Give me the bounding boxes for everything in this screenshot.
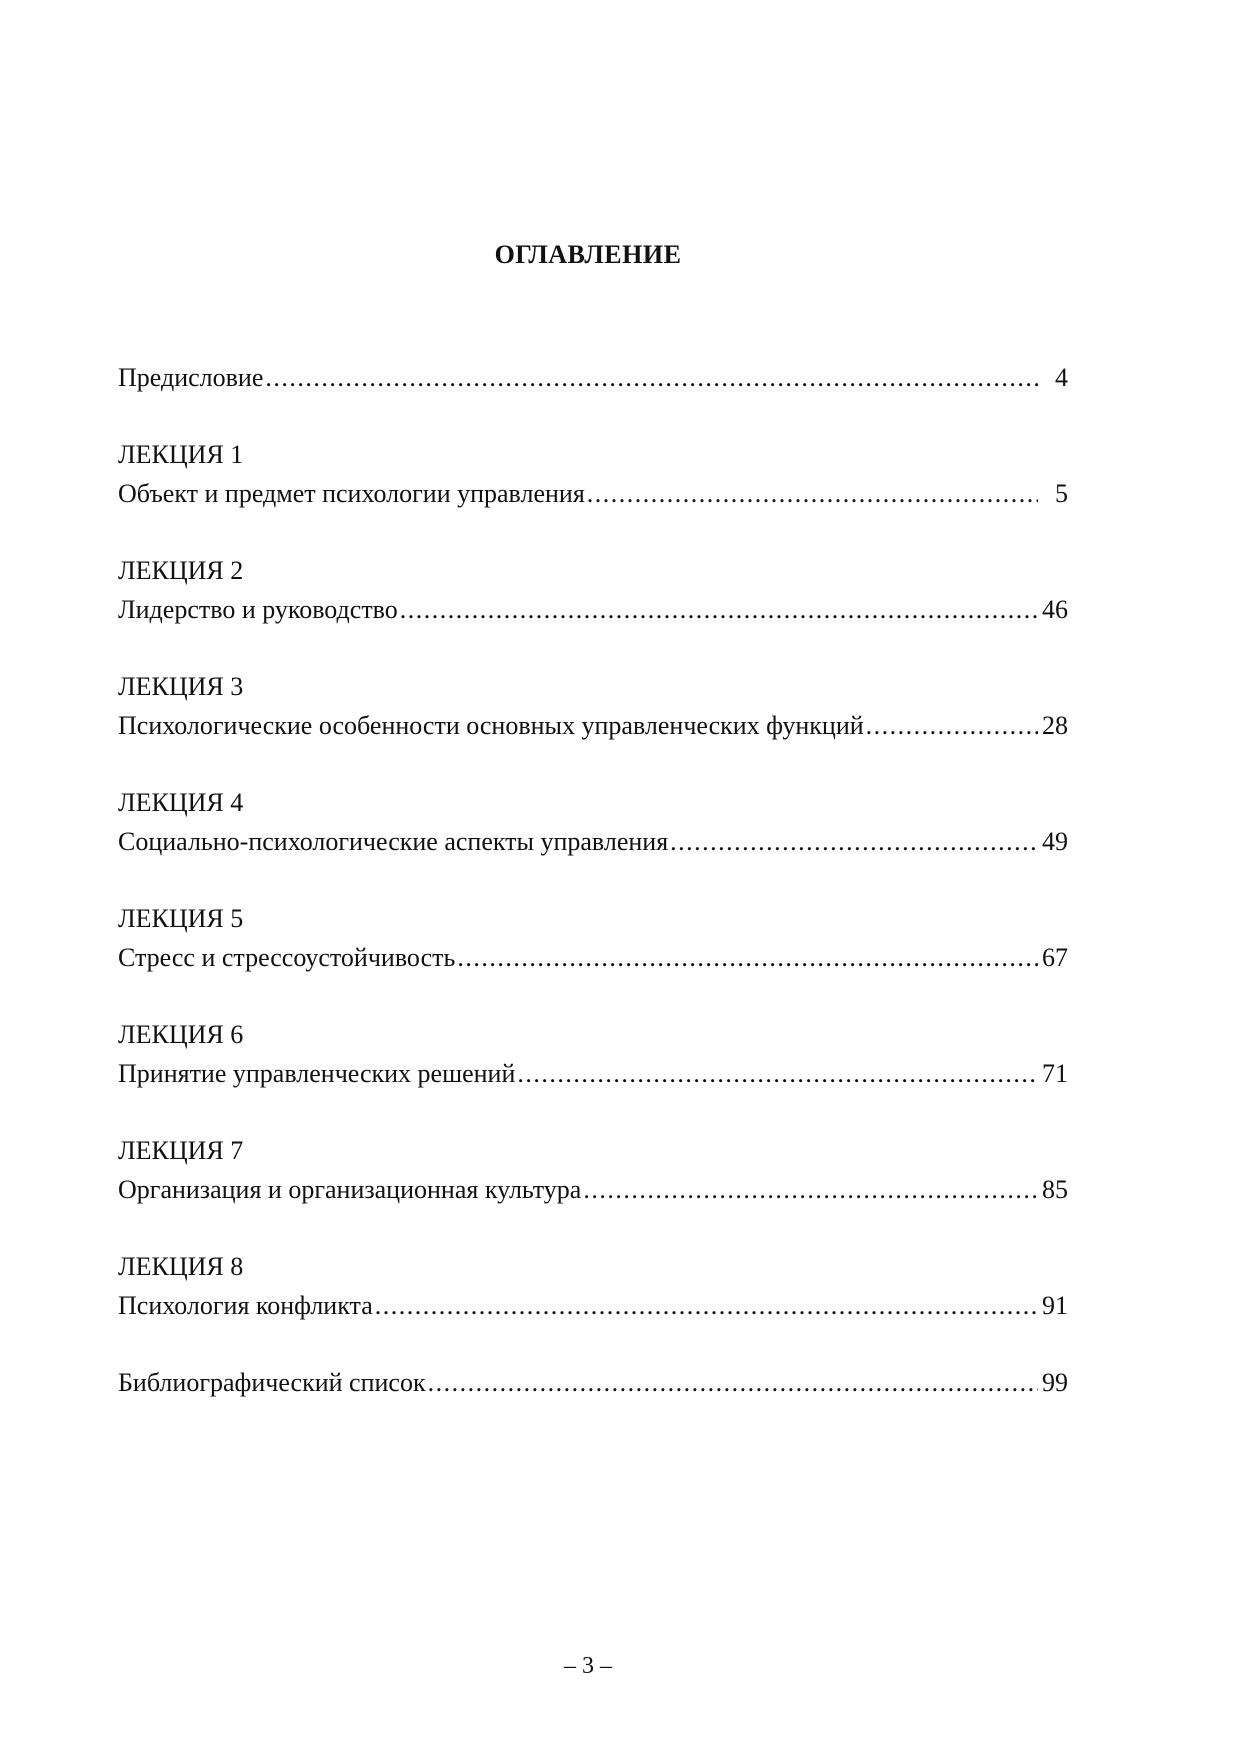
toc-page-number: 91: [1042, 1291, 1068, 1320]
dot-leader: [265, 358, 1038, 397]
toc-entry-lecture-2[interactable]: [118, 551, 1068, 629]
toc-entry-lecture-6[interactable]: [118, 1015, 1068, 1093]
lecture-label: ЛЕКЦИЯ 5: [118, 904, 244, 933]
dot-leader: [587, 474, 1038, 513]
lecture-label: ЛЕКЦИЯ 2: [118, 556, 244, 585]
toc-entry-lecture-4[interactable]: [118, 783, 1068, 861]
lecture-label: ЛЕКЦИЯ 1: [118, 440, 244, 469]
toc-page-number: 46: [1042, 595, 1068, 624]
dot-leader: [866, 706, 1038, 745]
lecture-label: ЛЕКЦИЯ 7: [118, 1136, 244, 1165]
lecture-label: ЛЕКЦИЯ 4: [118, 788, 244, 817]
toc-entry-lecture-3[interactable]: [118, 667, 1068, 745]
toc-entry-bibliography[interactable]: [118, 1363, 1068, 1402]
toc-entry-lecture-1[interactable]: [118, 435, 1068, 513]
toc-entry-lecture-8[interactable]: [118, 1247, 1068, 1325]
dot-leader: [517, 1054, 1038, 1093]
toc-entry-title: Объект и предмет психологии управления: [118, 479, 585, 508]
page-number-footer: – 3 –: [564, 1653, 612, 1679]
toc-page-number: 85: [1042, 1175, 1068, 1204]
dot-leader: [583, 1170, 1038, 1209]
toc-entry-title: Стресс и стрессоустойчивость: [118, 943, 456, 972]
toc-entry-title: Социально-психологические аспекты управления: [118, 827, 669, 856]
page-title: ОГЛАВЛЕНИЕ: [494, 240, 682, 269]
toc-page-number: 67: [1042, 943, 1068, 972]
toc-page-number: 5: [1055, 479, 1068, 508]
dot-leader: [375, 1286, 1038, 1325]
toc-entry-lecture-7[interactable]: [118, 1131, 1068, 1209]
table-of-contents: [118, 358, 1068, 1402]
dot-leader: [670, 822, 1038, 861]
dot-leader: [428, 1363, 1038, 1402]
toc-entry-title: Принятие управленческих решений: [118, 1059, 516, 1088]
toc-entry-title: Лидерство и руководство: [118, 595, 398, 624]
toc-entry-lecture-5[interactable]: [118, 899, 1068, 977]
toc-entry-preface[interactable]: [118, 358, 1068, 397]
toc-entry-title: Психология конфликта: [118, 1291, 373, 1320]
lecture-label: ЛЕКЦИЯ 8: [118, 1252, 244, 1281]
lecture-label: ЛЕКЦИЯ 3: [118, 672, 244, 701]
toc-page-number: 99: [1042, 1368, 1068, 1397]
toc-page-number: 4: [1055, 363, 1068, 392]
toc-entry-title: Психологические особенности основных управленческих функций: [118, 711, 864, 740]
toc-entry-title: Библиографический список: [118, 1368, 426, 1397]
toc-entry-title: Предисловие: [118, 363, 264, 392]
toc-page-number: 49: [1042, 827, 1068, 856]
toc-page-number: 71: [1042, 1059, 1068, 1088]
dot-leader: [457, 938, 1038, 977]
dot-leader: [400, 590, 1038, 629]
toc-entry-title: Организация и организационная культура: [118, 1175, 582, 1204]
toc-page-number: 28: [1042, 711, 1068, 740]
lecture-label: ЛЕКЦИЯ 6: [118, 1020, 244, 1049]
